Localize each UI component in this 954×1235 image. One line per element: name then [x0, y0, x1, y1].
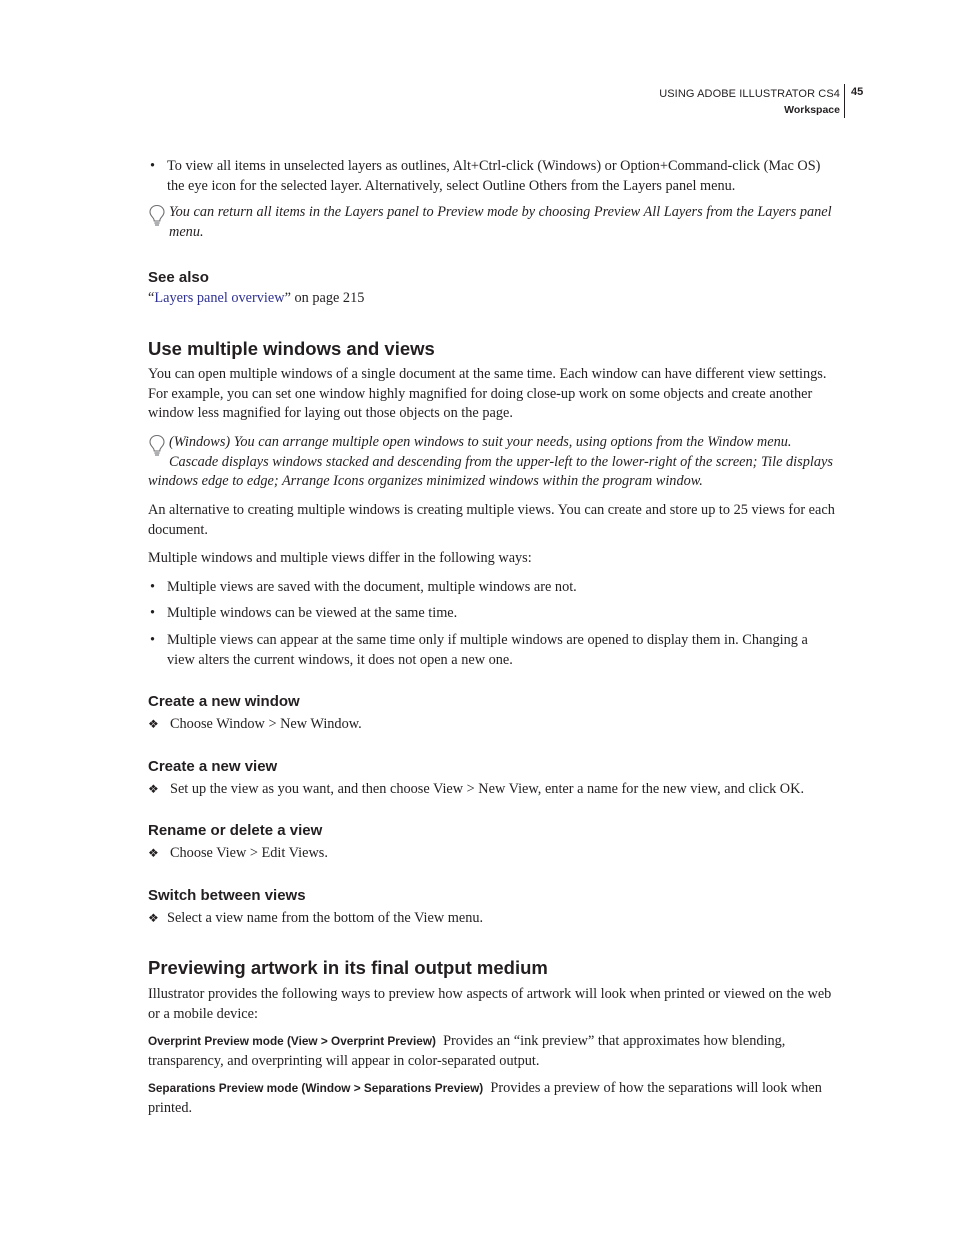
paragraph: Multiple windows and multiple views differ in the following ways: — [148, 550, 532, 566]
step-marker-icon: ❖ — [148, 717, 159, 731]
list-item-text-line: To view all items in unselected layers as outlines, Alt+Ctrl-click (Windows) or Option+Command-click (Mac OS) — [167, 158, 821, 174]
section-heading: Use multiple windows and views — [148, 338, 435, 359]
procedure-step — [148, 780, 842, 800]
list-item — [148, 578, 842, 598]
page-number: 45 — [851, 86, 864, 98]
tip-text-line: You can return all items in the Layers panel to Preview mode by choosing Preview All Layers from the Layers panel — [169, 204, 832, 220]
step-marker-icon: ❖ — [148, 846, 159, 860]
procedure-step — [148, 715, 842, 735]
procedure-step — [148, 909, 842, 929]
step-text: Choose Window > New Window. — [170, 716, 362, 732]
definition-text: Provides a preview of how the separations will look when — [490, 1080, 822, 1096]
definition-line — [148, 1079, 842, 1099]
bullet-icon: • — [150, 632, 156, 648]
paragraph-line: An alternative to creating multiple windows is creating multiple views. You can create and store up to 25 views for each — [148, 502, 835, 518]
list-item — [148, 604, 842, 624]
definition-text: Provides an “ink preview” that approximates how blending, — [443, 1033, 786, 1049]
paragraph-line: Illustrator provides the following ways to preview how aspects of artwork will look when printed or viewed on the web — [148, 986, 832, 1002]
lightbulb-icon — [148, 433, 166, 457]
list-item — [148, 157, 842, 196]
step-marker-icon: ❖ — [148, 911, 159, 925]
list-item-text-line: Multiple views can appear at the same time only if multiple windows are opened to display them in. Changing a — [167, 632, 808, 648]
bullet-icon: • — [150, 158, 156, 174]
paragraph-line: window less magnified for laying out those objects on the page. — [148, 405, 513, 421]
tip-note — [148, 203, 842, 242]
running-header-title: USING ADOBE ILLUSTRATOR CS4 — [659, 88, 840, 100]
lightbulb-icon — [148, 203, 166, 227]
paragraph — [148, 501, 842, 540]
see-also-reference — [148, 289, 842, 309]
see-also-heading: See also — [148, 269, 209, 286]
tip-note — [148, 433, 842, 492]
subsection-heading: Switch between views — [148, 887, 306, 904]
procedure-step — [148, 844, 842, 864]
subsection-heading: Create a new view — [148, 758, 278, 775]
definition-term: Overprint Preview mode (View > Overprint Preview) — [148, 1034, 436, 1048]
subsection-heading: Create a new window — [148, 693, 300, 710]
step-text: Select a view name from the bottom of the View menu. — [167, 910, 484, 926]
running-header-section: Workspace — [784, 104, 840, 116]
tip-text-line: (Windows) You can arrange multiple open windows to suit your needs, using options from the Window menu. — [169, 434, 792, 450]
list-item-text-line: Multiple windows can be viewed at the same time. — [167, 605, 458, 621]
definition-term: Separations Preview mode (Window > Separations Preview) — [148, 1081, 484, 1095]
definition-line — [148, 1032, 842, 1052]
definition-line: printed. — [148, 1099, 193, 1116]
page-reference: ” on page 215 — [284, 290, 365, 306]
bullet-icon: • — [150, 605, 156, 621]
tip-text-line: Cascade displays windows stacked and descending from the upper-left to the lower-right of the screen; Tile displays — [169, 453, 833, 470]
step-text: Set up the view as you want, and then choose View > New View, enter a name for the new view, and click OK. — [170, 781, 805, 797]
list-item-text-line: view alters the current windows, it does not open a new one. — [167, 651, 513, 668]
paragraph-line: or a mobile device: — [148, 1005, 258, 1022]
bullet-icon: • — [150, 579, 156, 595]
paragraph-line: For example, you can set one window highly magnified for doing close-up work on some objects and create another — [148, 385, 813, 402]
paragraph-line: You can open multiple windows of a single document at the same time. Each window can have different view settings. — [148, 366, 827, 382]
tip-text-line: windows edge to edge; Arrange Icons organizes minimized windows within the program window. — [148, 473, 703, 489]
definition-paragraph — [148, 1079, 842, 1118]
layers-panel-overview-link[interactable]: Layers panel overview — [154, 290, 285, 306]
subsection-heading: Rename or delete a view — [148, 822, 323, 839]
step-text: Choose View > Edit Views. — [170, 845, 328, 861]
paragraph-line: document. — [148, 521, 208, 538]
list-item-text-line: the eye icon for the selected layer. Alternatively, select Outline Others from the Layers panel menu. — [167, 177, 736, 194]
header-divider — [844, 84, 845, 118]
tip-text-line: menu. — [169, 223, 204, 240]
list-item — [148, 631, 842, 670]
step-marker-icon: ❖ — [148, 782, 159, 796]
definition-line: transparency, and overprinting will appear in color-separated output. — [148, 1052, 540, 1069]
paragraph — [148, 365, 842, 424]
open-quote: “ — [148, 290, 155, 306]
definition-paragraph — [148, 1032, 842, 1071]
paragraph — [148, 985, 842, 1024]
section-heading: Previewing artwork in its final output medium — [148, 957, 548, 978]
list-item-text-line: Multiple views are saved with the document, multiple windows are not. — [167, 579, 577, 595]
